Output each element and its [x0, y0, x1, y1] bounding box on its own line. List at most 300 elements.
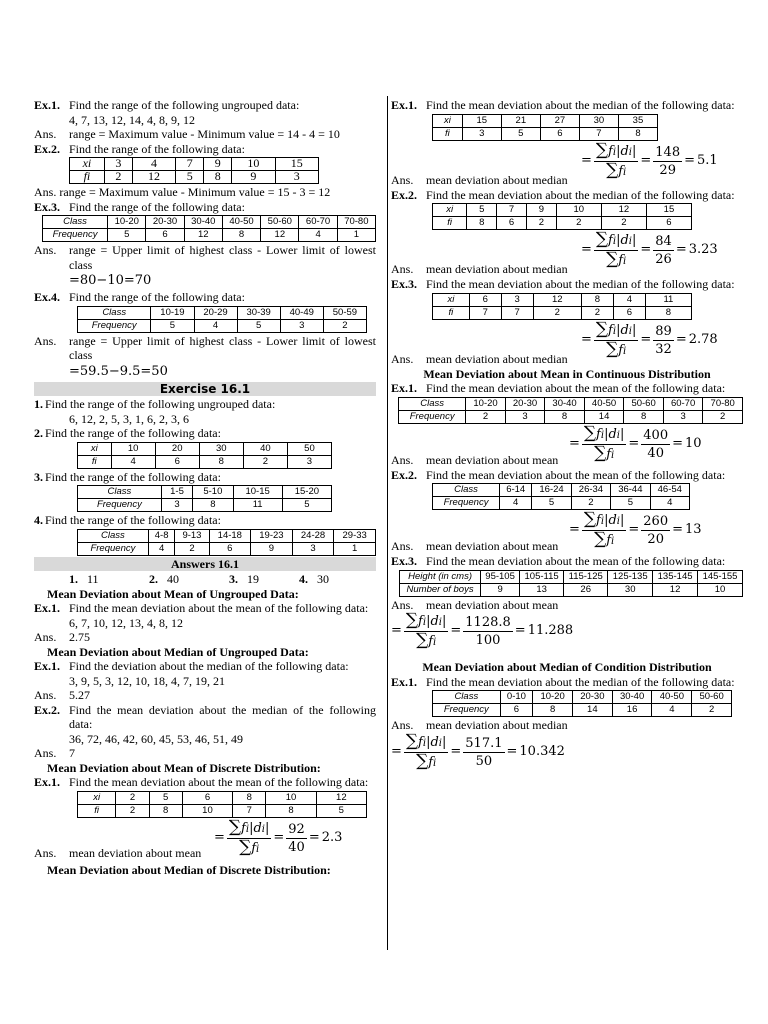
question-text: Find the range of the following data: — [69, 199, 245, 214]
table-cell: 70-80 — [337, 216, 375, 229]
table-cell: 10-20 — [466, 397, 506, 410]
sum-fraction: $\frac{\sum fi|di|}{\sum fi}$ — [405, 730, 447, 771]
numerator: 84 — [655, 234, 672, 249]
md2-answer — [34, 746, 376, 761]
result: 13 — [685, 522, 702, 538]
table-row — [433, 114, 658, 127]
ex1-data: 4, 7, 13, 12, 14, 4, 8, 9, 12 — [69, 112, 195, 127]
ex-label: Ex.2. — [391, 187, 418, 202]
table-cell: 30-40 — [545, 397, 585, 410]
ex2-question — [34, 142, 376, 157]
left-column — [34, 98, 376, 877]
c3-formula: = $\frac{\sum fi|di|}{\sum fi}$ = $\frac{1128.8}{100}$ = 11.288 — [391, 610, 574, 650]
ex-label: Ex.2. — [34, 141, 61, 156]
table-cell: 0-10 — [500, 691, 533, 704]
c3-question — [391, 554, 743, 569]
table-cell: 30-40 — [184, 216, 222, 229]
table-cell: 50-59 — [323, 306, 366, 319]
table-row — [433, 691, 732, 704]
answers-row — [34, 572, 376, 587]
sigma-icon: ∑ — [606, 249, 619, 269]
table-cell: 26-34 — [571, 484, 610, 497]
ex3-question — [34, 200, 376, 215]
ex-label: Ex.1. — [34, 601, 61, 615]
c1-answer — [391, 453, 558, 468]
row-header-cell: Class — [399, 397, 466, 410]
table-cell: 3 — [663, 410, 703, 423]
result: 10 — [685, 435, 702, 451]
table-cell: 4 — [650, 497, 689, 510]
heading-mean-discrete: Mean Deviation about Mean of Discrete Distribution: — [47, 760, 321, 775]
c3-answer — [391, 598, 743, 613]
table-cell: 40-50 — [222, 216, 260, 229]
table-cell: 2 — [571, 497, 610, 510]
table-cell: 2 — [175, 542, 209, 555]
ex-label: Ex.2. — [34, 702, 61, 717]
table-cell: 40-50 — [652, 691, 692, 704]
value-fraction — [463, 614, 513, 649]
table-cell: 9 — [526, 204, 556, 217]
row-header-cell: fi — [433, 127, 463, 140]
sigma-icon: ∑ — [228, 816, 242, 837]
table-cell: 10 — [182, 804, 232, 817]
heading-median-discrete: Mean Deviation about Median of Discrete Distribution: — [47, 862, 331, 877]
table-cell: 20-29 — [194, 306, 237, 319]
table-cell: 3 — [292, 542, 334, 555]
question-text: Find the range of the following data: — [45, 426, 221, 440]
table-row — [433, 217, 692, 230]
table-cell: 4 — [299, 229, 337, 242]
table-cell: 7 — [501, 306, 533, 319]
question-text: Find the mean deviation about the mean of the following data: — [69, 601, 369, 615]
ans-label: Ans. — [34, 127, 57, 141]
sum-fraction: $\frac{\sum fi|di|}{\sum fi}$ — [405, 610, 447, 650]
table-cell: 15 — [646, 204, 691, 217]
answer-num: 2. — [149, 572, 158, 586]
c2-formula: = $\frac{\sum fi|di|}{\sum fi}$ = $\frac{260}{20}$ = 13 — [569, 509, 702, 549]
question-text: Find the range of the following data: — [45, 513, 221, 527]
table-cell: 9 — [204, 158, 232, 171]
ex1-answer — [34, 127, 376, 142]
answer-num: 3. — [229, 572, 238, 586]
question-text: Find the range of the following data: — [69, 290, 245, 304]
c2-table — [432, 483, 690, 510]
cm1-answer — [391, 718, 743, 733]
q2-question — [34, 426, 376, 441]
question-text: Find the mean deviation about the median of the following data: — [69, 702, 376, 731]
cm1-formula-block — [391, 730, 743, 777]
table-cell: 3 — [280, 319, 323, 332]
sigma-icon: ∑ — [416, 750, 429, 771]
answer-value: 11 — [87, 572, 99, 586]
table-cell: 7 — [497, 204, 527, 217]
question-text: Find the mean deviation about the median of the following data: — [426, 98, 735, 112]
table-cell: 8 — [581, 293, 613, 306]
table-cell: 7 — [469, 306, 501, 319]
numerator: 400 — [643, 427, 669, 443]
r1-formula-block — [391, 139, 743, 188]
table-cell: 60-70 — [663, 397, 703, 410]
table-row — [78, 791, 367, 804]
table-cell: 2 — [556, 217, 601, 230]
c3-formula-block — [391, 612, 743, 660]
ans-label: Ans. — [34, 333, 57, 348]
sum-fraction: $\frac{\sum fi|di|}{\sum fi}$ — [583, 422, 625, 463]
table-cell: 3 — [275, 171, 318, 184]
table-row — [78, 542, 376, 555]
c2-question — [391, 468, 743, 483]
table-cell: 2 — [104, 171, 132, 184]
r2-table — [432, 203, 692, 230]
table-cell: 2 — [116, 804, 149, 817]
sigma-icon: ∑ — [583, 422, 597, 443]
answer-text: range = Upper limit of highest class - Lower limit of lowest class — [69, 243, 376, 272]
c1-table — [398, 397, 743, 424]
table-cell: 10-15 — [233, 486, 282, 499]
r3-question — [391, 277, 743, 292]
table-cell: 4 — [132, 158, 175, 171]
table-cell: 2 — [581, 306, 613, 319]
ex4-table — [77, 306, 367, 333]
table-cell: 35 — [618, 114, 657, 127]
table-row — [78, 529, 376, 542]
numerator: 517.1 — [465, 735, 503, 751]
ex-label: Ex.1. — [391, 674, 418, 689]
table-cell: 6 — [497, 217, 527, 230]
denominator: 50 — [475, 753, 493, 769]
table-cell: 36-44 — [611, 484, 650, 497]
table-cell: 20-30 — [146, 216, 184, 229]
table-cell: 2 — [243, 455, 287, 468]
table-cell: 5 — [467, 204, 497, 217]
ans-label: Ans. — [34, 746, 57, 760]
table-cell: 12 — [261, 229, 299, 242]
table-cell: 13 — [520, 583, 564, 596]
table-cell: 2 — [692, 704, 732, 717]
ans-label: Ans. — [391, 597, 414, 612]
ans-label: Ans. — [391, 262, 414, 276]
row-header-cell: Frequency — [78, 542, 149, 555]
table-cell: 50-60 — [692, 691, 732, 704]
denominator: 100 — [475, 633, 501, 648]
table-cell: 50 — [287, 442, 331, 455]
row-header-cell: fi — [70, 171, 105, 184]
table-cell: 16 — [612, 704, 652, 717]
table-cell: 115-125 — [564, 570, 608, 583]
answer-text: mean deviation about mean — [426, 597, 559, 612]
ex-label: Ex.2. — [391, 467, 418, 482]
row-header-cell: Frequency — [78, 499, 162, 512]
table-cell: 24-28 — [292, 529, 334, 542]
c2-answer — [391, 539, 558, 554]
numerator: 148 — [655, 144, 681, 160]
c1-formula-block — [391, 422, 743, 468]
table-cell: 6 — [613, 306, 645, 319]
md1-answer — [34, 688, 376, 703]
table-cell: 2 — [601, 217, 646, 230]
dd1-formula: = $\frac{\sum fi|di|}{\sum fi}$ = $\frac{92}{40}$ = 2.3 — [214, 816, 343, 857]
table-cell: 5 — [501, 127, 540, 140]
table-cell: 20 — [155, 442, 199, 455]
row-header-cell: fi — [433, 217, 467, 230]
result: 5.1 — [697, 152, 718, 168]
table-cell: 6-14 — [500, 484, 532, 497]
table-row — [399, 397, 743, 410]
table-cell: 6 — [500, 704, 533, 717]
table-cell: 6 — [469, 293, 501, 306]
row-header-cell: Height (in cms) — [400, 570, 481, 583]
c2-formula-block — [391, 511, 743, 554]
result: 2.78 — [688, 331, 718, 347]
q3-question — [34, 470, 376, 485]
table-row — [433, 704, 732, 717]
table-cell: 7 — [176, 158, 204, 171]
q1-question — [34, 397, 376, 412]
table-cell: 9 — [232, 171, 275, 184]
ans-label: Ans. — [391, 539, 414, 553]
table-cell: 5 — [532, 497, 571, 510]
cm1-table — [432, 690, 732, 717]
table-row — [70, 158, 319, 171]
table-cell: 5 — [176, 171, 204, 184]
table-row — [400, 570, 743, 583]
row-header-cell: xi — [78, 791, 116, 804]
row-header-cell: Class — [43, 216, 108, 229]
table-cell: 1 — [334, 542, 376, 555]
ans-label: Ans. — [34, 630, 57, 644]
ex3-answer — [34, 243, 376, 272]
r3-answer — [391, 352, 568, 367]
ans-label: Ans. — [34, 688, 57, 702]
row-header-cell: xi — [433, 114, 463, 127]
ex3-equation: =80−10=70 — [69, 273, 152, 288]
answer-text: range = Maximum value - Minimum value = 14 - 4 = 10 — [69, 127, 340, 141]
sigma-icon: ∑ — [416, 630, 429, 650]
sum-fraction: $\frac{\sum fi|di|}{\sum fi}$ — [595, 139, 637, 180]
r3-formula-block — [391, 318, 743, 367]
table-cell: 5 — [611, 497, 650, 510]
table-cell: 2 — [466, 410, 506, 423]
question-text: Find the mean deviation about the median of the following data: — [426, 674, 735, 689]
cm1-question — [391, 675, 743, 690]
sum-fraction: $\frac{\sum fi|di|}{\sum fi}$ — [595, 318, 637, 359]
table-cell: 105-115 — [520, 570, 564, 583]
table-cell: 14 — [572, 704, 612, 717]
ex2-table — [69, 157, 319, 184]
sigma-icon: ∑ — [594, 442, 607, 463]
table-cell: 10 — [698, 583, 743, 596]
sigma-icon: ∑ — [595, 139, 609, 160]
table-cell: 10 — [232, 158, 275, 171]
question-text: Find the range of the following ungrouped data: — [69, 98, 300, 112]
table-cell: 145-155 — [698, 570, 743, 583]
numerator: 89 — [655, 323, 672, 339]
table-cell: 3 — [501, 293, 533, 306]
table-cell: 30 — [199, 442, 243, 455]
heading-cond-median: Mean Deviation about Median of Condition Distribution — [422, 660, 712, 674]
table-cell: 6 — [540, 127, 579, 140]
table-row — [70, 171, 319, 184]
table-cell: 11 — [645, 293, 691, 306]
sigma-icon: ∑ — [606, 159, 619, 180]
row-header-cell: Class — [433, 691, 501, 704]
table-row — [43, 229, 376, 242]
table-cell: 12 — [653, 583, 698, 596]
table-cell: 10 — [266, 791, 316, 804]
table-cell: 10-20 — [533, 691, 573, 704]
table-row — [433, 306, 692, 319]
row-header-cell: fi — [78, 804, 116, 817]
answer-text: mean deviation about median — [426, 262, 568, 276]
result: 2.3 — [321, 829, 343, 845]
table-cell: 40 — [243, 442, 287, 455]
table-cell: 6 — [146, 229, 184, 242]
table-cell: 10-19 — [151, 306, 194, 319]
table-cell: 4 — [613, 293, 645, 306]
question-text: Find the mean deviation about the mean of the following data: — [426, 467, 726, 482]
answer-text: mean deviation about mean — [69, 845, 202, 860]
md2-question — [34, 703, 376, 732]
table-cell: 3 — [505, 410, 545, 423]
table-cell: 4 — [652, 704, 692, 717]
table-cell: 5-10 — [193, 486, 233, 499]
column-divider — [387, 96, 388, 950]
table-cell: 2 — [703, 410, 743, 423]
question-text: Find the deviation about the median of the following data: — [69, 659, 349, 673]
ex-label: Ex.3. — [34, 199, 61, 214]
exercise-title: Exercise 16.1 — [34, 382, 376, 397]
answer-text: 2.75 — [69, 630, 90, 644]
table-row — [400, 583, 743, 596]
table-cell: 8 — [624, 410, 664, 423]
r3-formula: = $\frac{\sum fi|di|}{\sum fi}$ = $\frac{89}{32}$ = 2.78 — [581, 318, 718, 359]
q4-table — [77, 529, 376, 556]
table-cell: 8 — [233, 791, 266, 804]
table-row — [78, 455, 332, 468]
answer-text: mean deviation about median — [426, 172, 568, 187]
md1-data: 3, 9, 5, 3, 12, 10, 18, 4, 7, 19, 21 — [69, 673, 225, 688]
q-num: 4. — [34, 513, 43, 527]
sigma-icon: ∑ — [583, 509, 597, 529]
table-cell: 4 — [194, 319, 237, 332]
numerator: 92 — [288, 821, 305, 837]
table-cell: 15-20 — [282, 486, 331, 499]
table-cell: 12 — [601, 204, 646, 217]
table-row — [43, 216, 376, 229]
question-text: Find the range of the following data: — [45, 469, 221, 484]
table-cell: 12 — [316, 791, 366, 804]
answer-num: 1. — [69, 572, 78, 586]
denominator: 40 — [647, 445, 664, 461]
table-cell: 4 — [148, 542, 175, 555]
row-header-cell: xi — [70, 158, 105, 171]
row-header-cell: xi — [433, 204, 467, 217]
row-header-cell: Frequency — [399, 410, 466, 423]
table-cell: 8 — [545, 410, 585, 423]
table-row — [78, 319, 367, 332]
table-cell: 4-8 — [148, 529, 175, 542]
answer-text: range = Upper limit of highest class - Lower limit of lowest class — [69, 333, 376, 362]
table-cell: 15 — [462, 114, 501, 127]
table-cell: 9-13 — [175, 529, 209, 542]
table-cell: 14-18 — [209, 529, 251, 542]
value-fraction — [463, 735, 504, 770]
r1-question — [391, 98, 743, 113]
table-cell: 5 — [282, 499, 331, 512]
c1-formula: = $\frac{\sum fi|di|}{\sum fi}$ = $\frac{400}{40}$ = 10 — [569, 422, 702, 463]
table-cell: 4 — [111, 455, 155, 468]
table-cell: 3 — [287, 455, 331, 468]
value-fraction — [286, 821, 307, 856]
table-cell: 3 — [104, 158, 132, 171]
row-header-cell: Frequency — [433, 704, 501, 717]
answer-num: 4. — [299, 572, 308, 586]
answer-value: 19 — [247, 572, 259, 586]
value-fraction — [653, 323, 674, 358]
sigma-icon: ∑ — [595, 318, 609, 339]
table-cell: 20-30 — [505, 397, 545, 410]
table-cell: 7 — [579, 127, 618, 140]
table-cell: 5 — [108, 229, 146, 242]
table-cell: 46-54 — [650, 484, 689, 497]
result: 3.23 — [688, 242, 718, 258]
table-cell: 1 — [337, 229, 375, 242]
table-cell: 2 — [323, 319, 366, 332]
table-cell: 135-145 — [653, 570, 698, 583]
table-cell: 1-5 — [161, 486, 192, 499]
sum-fraction: $\frac{\sum fi|di|}{\sum fi}$ — [583, 509, 625, 549]
sigma-icon: ∑ — [594, 529, 607, 549]
answer-4 — [299, 572, 359, 587]
table-cell: 2 — [533, 306, 581, 319]
table-cell: 5 — [151, 319, 194, 332]
c1-question — [391, 381, 743, 396]
table-cell: 11 — [233, 499, 282, 512]
table-cell: 5 — [149, 791, 182, 804]
table-cell: 7 — [233, 804, 266, 817]
table-row — [78, 306, 367, 319]
ex2-answer: Ans. range = Maximum value - Minimum value = 15 - 3 = 12 — [34, 185, 331, 199]
numerator: 260 — [643, 514, 669, 529]
table-cell: 26 — [564, 583, 608, 596]
table-cell: 9 — [481, 583, 520, 596]
table-row — [433, 293, 692, 306]
answer-3 — [229, 572, 299, 587]
row-header-cell: Frequency — [433, 497, 500, 510]
heading-cont-mean: Mean Deviation about Mean in Continuous Distribution — [423, 366, 711, 381]
row-header-cell: xi — [433, 293, 470, 306]
table-cell: 50-60 — [624, 397, 664, 410]
table-cell: 12 — [184, 229, 222, 242]
sigma-icon: ∑ — [606, 338, 619, 359]
table-cell: 9 — [251, 542, 293, 555]
ans-label: Ans. — [391, 718, 414, 732]
ans-label: Ans. — [391, 351, 414, 366]
answers-title: Answers 16.1 — [34, 557, 376, 572]
md2-data: 36, 72, 46, 42, 60, 45, 53, 46, 51, 49 — [69, 731, 243, 746]
row-header-cell: Class — [78, 486, 162, 499]
table-cell: 8 — [645, 306, 691, 319]
table-cell: 14 — [584, 410, 624, 423]
ex-label: Ex.3. — [391, 554, 418, 568]
sum-fraction: $\frac{\sum fi|di|}{\sum fi}$ — [228, 816, 270, 857]
q1-data: 6, 12, 2, 5, 3, 1, 6, 2, 3, 6 — [69, 411, 189, 426]
table-cell: 50-60 — [261, 216, 299, 229]
q-num: 2. — [34, 426, 43, 440]
ans-label: Ans. — [34, 845, 57, 860]
mu1-data: 6, 7, 10, 12, 13, 4, 8, 12 — [69, 615, 183, 630]
q-num: 3. — [34, 469, 43, 484]
